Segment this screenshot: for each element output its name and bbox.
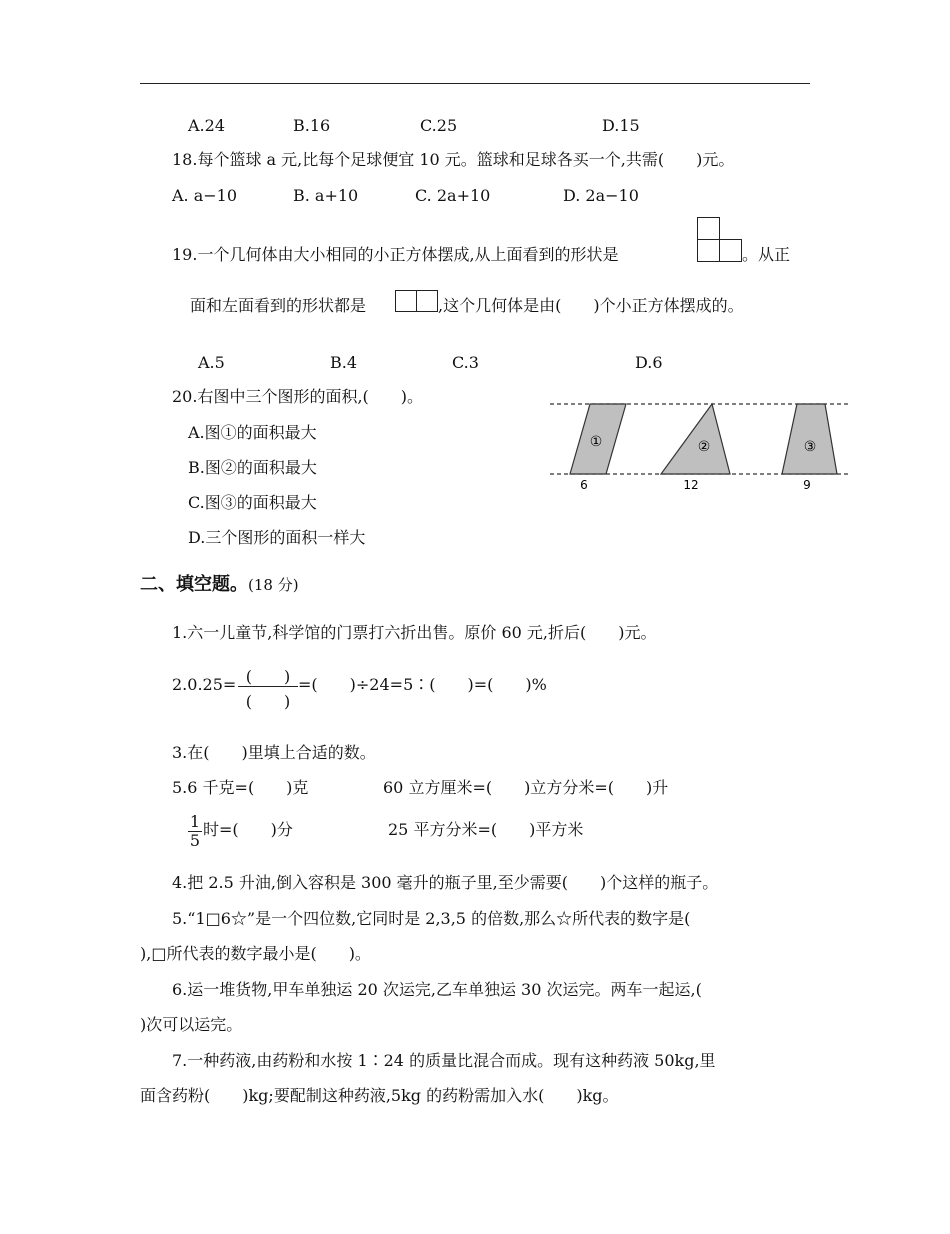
fill-q3-d: 25 平方分米=( )平方米: [388, 820, 584, 839]
q17-option-d: D.15: [602, 116, 640, 135]
q17-option-c: C.25: [420, 116, 458, 135]
base-label-2: 12: [683, 478, 699, 492]
q20-option-c: C.图③的面积最大: [188, 493, 317, 512]
fill-q2-numerator: ( ): [238, 668, 298, 687]
q20-option-d: D.三个图形的面积一样大: [188, 528, 366, 547]
fill-q3: 3.在( )里填上合适的数。: [172, 743, 376, 762]
q19-option-d: D.6: [635, 353, 663, 372]
q19-stem-line1: 19.一个几何体由大小相同的小正方体摆成,从上面看到的形状是: [172, 245, 619, 264]
fill-q6-line2: )次可以运完。: [140, 1015, 243, 1034]
q20-figure: [548, 395, 850, 495]
q20-option-a: A.图①的面积最大: [188, 423, 317, 442]
section-score: (18 分): [248, 576, 299, 594]
base-label-3: 9: [803, 478, 811, 492]
q18-option-d: D. 2a−10: [563, 186, 639, 205]
fill-q6-line1: 6.运一堆货物,甲车单独运 20 次运完,乙车单独运 30 次运完。两车一起运,(: [172, 980, 702, 999]
q18-option-a: A. a−10: [172, 186, 238, 205]
q18-option-b: B. a+10: [293, 186, 359, 205]
section-title: 二、填空题。: [140, 574, 248, 595]
fill-q7-line2: 面含药粉( )kg;要配制这种药液,5kg 的药粉需加入水( )kg。: [140, 1086, 619, 1105]
fill-q5-line1: 5.“1□6☆”是一个四位数,它同时是 2,3,5 的倍数,那么☆所代表的数字是(: [172, 909, 691, 928]
fill-q3-a: 5.6 千克=( )克: [172, 778, 309, 797]
shape-2-triangle: [661, 404, 730, 474]
fill-q2-prefix: 2.0.25=: [172, 675, 237, 694]
header-rule: [140, 83, 810, 84]
fill-q5-line2: ),□所代表的数字最小是( )。: [140, 944, 371, 963]
q20-option-b: B.图②的面积最大: [188, 458, 317, 477]
fill-q7-line1: 7.一种药液,由药粉和水按 1∶24 的质量比混合而成。现有这种药液 50kg,里: [172, 1051, 716, 1070]
q19-stem-line2: 面和左面看到的形状都是: [190, 296, 367, 315]
fill-q3-c-numerator: 1: [189, 812, 201, 831]
shape-2-label: ②: [697, 439, 711, 455]
q17-option-b: B.16: [293, 116, 331, 135]
shape-1-label: ①: [589, 434, 603, 450]
q20-stem: 20.右图中三个图形的面积,( )。: [172, 387, 424, 406]
fill-q3-c: 时=( )分: [203, 820, 293, 839]
shape-3-label: ③: [803, 439, 817, 455]
q19-option-a: A.5: [198, 353, 225, 372]
fill-q3-b: 60 立方厘米=( )立方分米=( )升: [383, 778, 669, 797]
q18-option-c: C. 2a+10: [415, 186, 491, 205]
base-label-1: 6: [580, 478, 588, 492]
q19-option-b: B.4: [330, 353, 358, 372]
fill-q2-rest: =( )÷24=5∶( )=( )%: [298, 675, 547, 694]
q19-stem-line2-end: ,这个几何体是由( )个小正方体摆成的。: [438, 296, 744, 315]
fill-q2-denominator: ( ): [245, 692, 291, 711]
q17-option-a: A.24: [188, 116, 225, 135]
fill-q3-c-fraction: [188, 813, 202, 850]
fill-q3-c-denominator: 5: [189, 831, 201, 850]
fill-q1: 1.六一儿童节,科学馆的门票打六折出售。原价 60 元,折后( )元。: [172, 623, 657, 642]
q19-stem-line1-end: 。从正: [742, 245, 791, 264]
q18-stem: 18.每个篮球 a 元,比每个足球便宜 10 元。篮球和足球各买一个,共需( )元。: [172, 150, 735, 169]
fill-q4: 4.把 2.5 升油,倒入容积是 300 毫升的瓶子里,至少需要( )个这样的瓶子。: [172, 873, 719, 892]
fill-q2-fraction: [238, 668, 298, 711]
q19-option-c: C.3: [452, 353, 479, 372]
